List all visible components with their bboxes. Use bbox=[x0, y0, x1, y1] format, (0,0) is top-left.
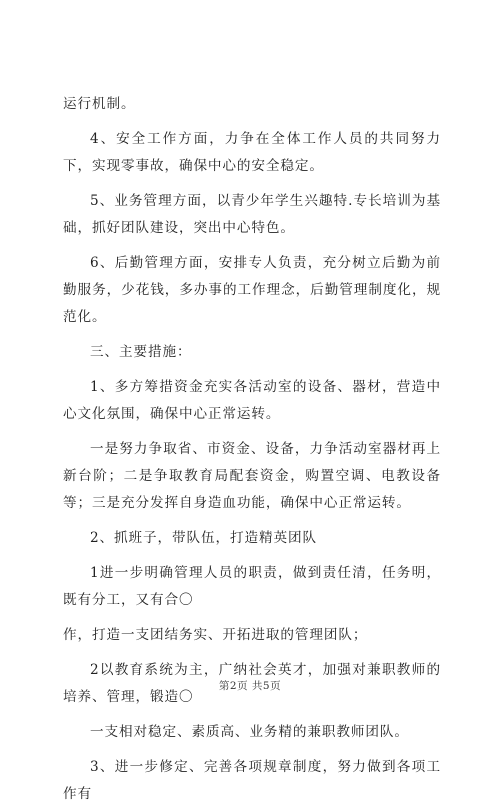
paragraph-part-time-teachers: 2以教育系统为主，广纳社会英才，加强对兼职教师的培养、管理，锻造〇 bbox=[63, 662, 441, 705]
paragraph-safety-work: 4、安全工作方面，力争在全体工作人员的共同努力下，实现零事故，确保中心的安全稳定。 bbox=[63, 131, 441, 174]
paragraph-clarify-duties: 1进一步明确管理人员的职责，做到责任清，任务明，既有分工，又有合〇 bbox=[63, 565, 441, 608]
paragraph-funding-details: 一是努力争取省、市资金、设备，力争活动室器材再上新台阶；二是争取教育局配套资金，购置空调、电教设备等；三是充分发挥自身造血功能，确保中心正常运转。 bbox=[63, 441, 441, 511]
paragraph-rules-revision: 3、进一步修定、完善各项规章制度，努力做到各项工作有 bbox=[63, 759, 441, 802]
paragraph-logistics-management: 6、后勤管理方面，安排专人负责，充分树立后勤为前勤服务，少花钱，多办事的工作理念，后勤管理制度化，规范化。 bbox=[63, 255, 441, 325]
document-body bbox=[63, 91, 441, 808]
section-heading-measures: 三、主要措施： bbox=[90, 344, 192, 360]
paragraph-team-building: 2、抓班子，带队伍，打造精英团队 bbox=[90, 530, 317, 546]
paragraph-clarify-duties-cont: 作，打造一支团结务实、开拓进取的管理团队； bbox=[63, 627, 368, 643]
paragraph-business-management: 5、业务管理方面，以青少年学生兴趣特.专长培训为基础，抓好团队建设，突出中心特色。 bbox=[63, 193, 441, 236]
paragraph-part-time-teachers-cont: 一支相对稳定、素质高、业务精的兼职教师团队。 bbox=[90, 724, 409, 740]
page-footer: 第2页 共5页 bbox=[218, 680, 282, 692]
paragraph-continuation: 运行机制。 bbox=[63, 96, 136, 112]
paragraph-funding: 1、多方筹措资金充实各活动室的设备、器材，营造中心文化氛围，确保中心正常运转。 bbox=[63, 379, 441, 422]
